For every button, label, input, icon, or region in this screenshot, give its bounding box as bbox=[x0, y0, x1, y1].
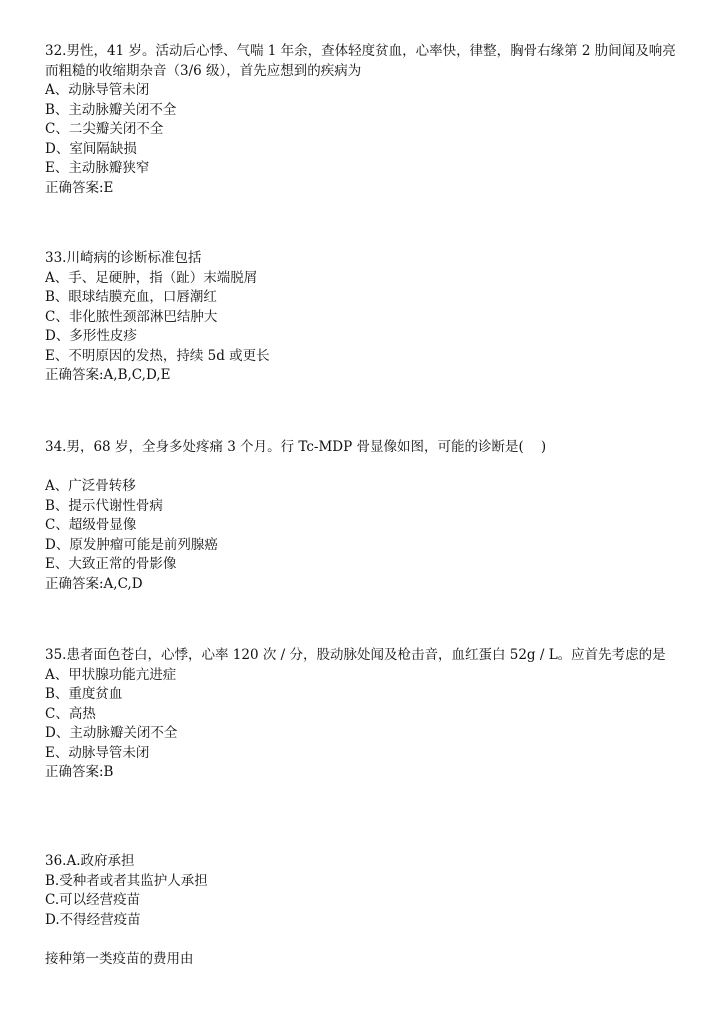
option-e: E、大致正常的骨影像 bbox=[45, 556, 177, 572]
option-e: E、不明原因的发热，持续 5d 或更长 bbox=[45, 347, 270, 364]
option-d: D.不得经营疫苗 bbox=[45, 911, 141, 928]
option-c: C、高热 bbox=[45, 705, 96, 722]
correct-answer: 正确答案:B bbox=[45, 764, 114, 780]
blank-line bbox=[45, 930, 685, 950]
option-c: C、非化脓性颈部淋巴结肿大 bbox=[45, 308, 218, 325]
option-c: C、二尖瓣关闭不全 bbox=[45, 121, 164, 137]
option-b: B、主动脉瓣关闭不全 bbox=[45, 101, 177, 118]
option-d: D、多形性皮疹 bbox=[45, 328, 137, 344]
option-d: D、室间隔缺损 bbox=[45, 140, 137, 157]
question-35 bbox=[45, 646, 685, 783]
option-a: A、广泛骨转移 bbox=[45, 478, 136, 494]
option-b: B、重度贫血 bbox=[45, 686, 123, 702]
question-stem: 34.男，68 岁，全身多处疼痛 3 个月。行 Tc-MDP 骨显像如图，可能的诊断是( ) bbox=[45, 439, 547, 455]
blank-line bbox=[45, 458, 685, 478]
option-b: B、眼球结膜充血，口唇潮红 bbox=[45, 289, 217, 305]
question-33 bbox=[45, 249, 685, 386]
correct-answer: 正确答案:E bbox=[45, 179, 114, 196]
correct-answer: 正确答案:A,C,D bbox=[45, 575, 143, 592]
option-c: C.可以经营疫苗 bbox=[45, 892, 141, 908]
option-a: A、动脉导管未闭 bbox=[45, 82, 150, 98]
option-a: A、甲状腺功能亢进症 bbox=[45, 666, 177, 683]
question-stem: 36.A.政府承担 bbox=[45, 853, 135, 869]
option-a: A、手、足硬肿，指（趾）末端脱屑 bbox=[45, 269, 258, 286]
option-b: B.受种者或者其监护人承担 bbox=[45, 872, 208, 889]
option-e: E、动脉导管未闭 bbox=[45, 744, 150, 761]
option-c: C、超级骨显像 bbox=[45, 517, 137, 533]
option-d: D、主动脉瓣关闭不全 bbox=[45, 725, 178, 741]
question-36 bbox=[45, 852, 685, 969]
question-stem: 33.川崎病的诊断标准包括 bbox=[45, 250, 202, 266]
question-stem: 35.患者面色苍白，心悸，心率 120 次 / 分，股动脉处闻及枪击音，血红蛋白 52g / L。应首先考虑的是 bbox=[45, 647, 666, 663]
question-stem: 32.男性，41 岁。活动后心悸、气喘 1 年余，查体轻度贫血，心率快，律整，胸骨右缘第 2 肋间闻及响亮而粗糙的收缩期杂音（3/6 级），首先应想到的疾病为 bbox=[45, 43, 676, 79]
question-34 bbox=[45, 438, 685, 594]
option-b: B、提示代谢性骨病 bbox=[45, 497, 163, 514]
option-e: E、主动脉瓣狭窄 bbox=[45, 160, 150, 176]
option-d: D、原发肿瘤可能是前列腺癌 bbox=[45, 536, 218, 553]
correct-answer: 正确答案:A,B,C,D,E bbox=[45, 367, 171, 383]
question-tail: 接种第一类疫苗的费用由 bbox=[45, 950, 194, 967]
question-32 bbox=[45, 42, 685, 198]
